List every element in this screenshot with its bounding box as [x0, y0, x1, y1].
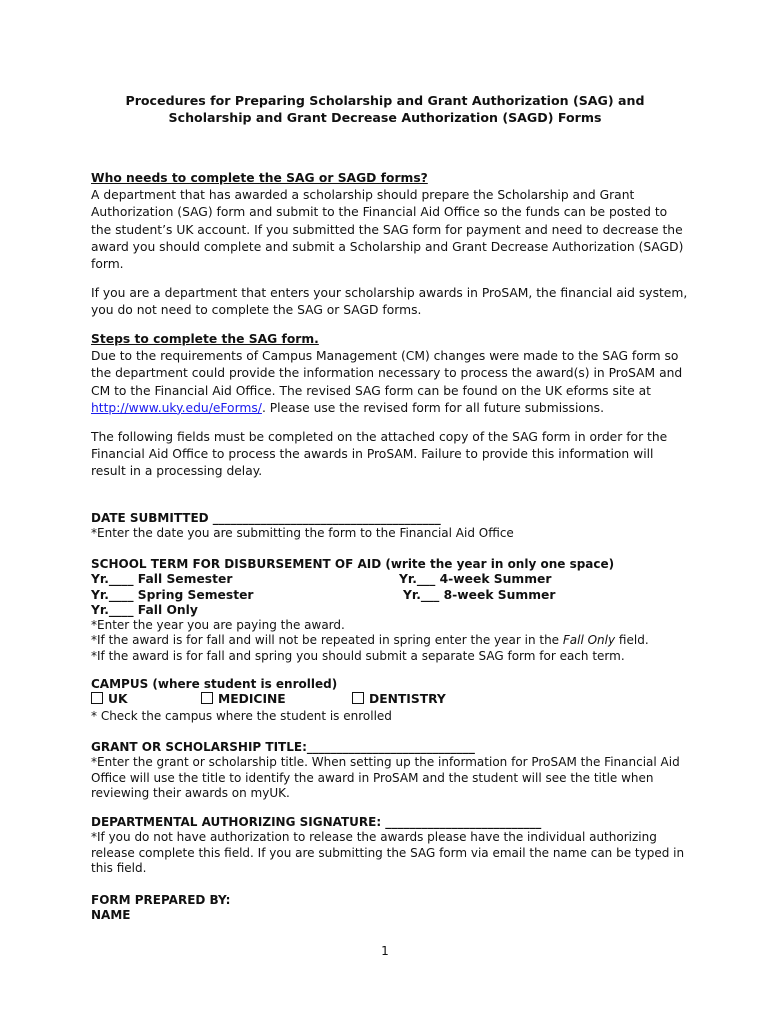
paragraph-steps-1-tail: . Please use the revised form for all future submissions. — [261, 400, 604, 415]
term-note-2 — [91, 633, 691, 648]
section-heading-steps: Steps to complete the SAG form. — [91, 332, 319, 346]
term-note-1: *Enter the year you are paying the award. — [91, 618, 345, 633]
term-4week-summer: Yr.___ 4-week Summer — [399, 572, 552, 587]
term-8week-summer: Yr.___ 8-week Summer — [403, 587, 556, 602]
signature-label: DEPARTMENTAL AUTHORIZING SIGNATURE: __________________________ — [91, 815, 542, 829]
eforms-link[interactable]: http://www.uky.edu/eForms/ — [91, 400, 262, 415]
term-fall-only: Yr.____ Fall Only — [91, 602, 198, 617]
campus-option-uk[interactable] — [91, 692, 128, 707]
term-note-2-tail: field. — [615, 633, 649, 648]
section-steps — [91, 331, 691, 481]
dentistry-checkbox-icon[interactable] — [352, 692, 364, 704]
prepared-label: FORM PREPARED BY: — [91, 893, 231, 907]
page-number: 1 — [381, 944, 389, 958]
campus-option-medicine[interactable] — [201, 692, 286, 707]
field-school-term — [91, 557, 691, 664]
term-row-2 — [91, 588, 691, 603]
campus-label: CAMPUS (where student is enrolled) — [91, 677, 338, 691]
title-line-1: Procedures for Preparing Scholarship and Grant Authorization (SAG) and — [125, 93, 645, 108]
grant-label: GRANT OR SCHOLARSHIP TITLE:____________________________ — [91, 740, 475, 754]
grant-note: *Enter the grant or scholarship title. When setting up the information for ProSAM the Financial Aid Office will use the title to identify the award in ProSAM and the student will see the title when reviewing their awards on myUK. — [91, 755, 680, 800]
document-title — [0, 92, 770, 126]
term-fall: Yr.____ Fall Semester — [91, 572, 233, 587]
date-label: DATE SUBMITTED ______________________________________ — [91, 511, 441, 525]
campus-dentistry-label: DENTISTRY — [369, 692, 446, 707]
term-row-3 — [91, 603, 691, 618]
term-label: SCHOOL TERM FOR DISBURSEMENT OF AID (write the year in only one space) — [91, 557, 615, 571]
term-spring: Yr.____ Spring Semester — [91, 587, 254, 602]
campus-options — [91, 692, 691, 709]
term-note-2-emphasis: Fall Only — [562, 633, 616, 648]
campus-option-dentistry[interactable] — [352, 692, 446, 707]
field-departmental-signature — [91, 815, 691, 876]
term-note-2-text: *If the award is for fall and will not be repeated in spring enter the year in the — [91, 633, 563, 648]
paragraph-steps-1-text: Due to the requirements of Campus Management (CM) changes were made to the SAG form so the department could provide the information necessary to process the award(s) in ProSAM and CM to the Financial Aid Office. The revised SAG form can be found on the UK eforms site at — [91, 349, 683, 398]
paragraph-who-2: If you are a department that enters your scholarship awards in ProSAM, the financial aid system, you do not need to complete the SAG or SAGD forms. — [91, 286, 688, 318]
campus-medicine-label: MEDICINE — [218, 692, 286, 707]
signature-note: *If you do not have authorization to release the awards please have the individual authorizing release complete this field. If you are submitting the SAG form via email the name can be typed in this field. — [91, 830, 685, 875]
field-campus — [91, 677, 691, 725]
paragraph-who-1: A department that has awarded a scholarship should prepare the Scholarship and Grant Authorization (SAG) form and submit to the Financial Aid Office so the funds can be posted to the student’s UK account. If you submitted the SAG form for payment and need to decrease the award you should complete and submit a Scholarship and Grant Decrease Authorization (SAGD) form. — [91, 188, 684, 272]
paragraph-steps-2: The following fields must be completed on the attached copy of the SAG form in order for the Financial Aid Office to process the awards in ProSAM. Failure to provide this information will result in a processing delay. — [91, 430, 668, 479]
field-date-submitted — [91, 511, 691, 542]
term-note-3: *If the award is for fall and spring you should submit a separate SAG form for each term. — [91, 648, 625, 663]
field-grant-title — [91, 740, 691, 801]
field-form-prepared-by — [91, 893, 691, 924]
term-row-1 — [91, 572, 691, 587]
campus-uk-label: UK — [108, 692, 128, 707]
paragraph-steps-1 — [91, 348, 691, 417]
date-note: *Enter the date you are submitting the form to the Financial Aid Office — [91, 526, 514, 541]
title-line-2: Scholarship and Grant Decrease Authorization (SAGD) Forms — [168, 110, 602, 125]
section-who-needs — [91, 170, 691, 320]
uk-checkbox-icon[interactable] — [91, 692, 103, 704]
medicine-checkbox-icon[interactable] — [201, 692, 213, 704]
campus-note: * Check the campus where the student is enrolled — [91, 709, 392, 724]
prepared-name-label: NAME — [91, 908, 131, 923]
section-heading-who: Who needs to complete the SAG or SAGD forms? — [91, 171, 428, 185]
